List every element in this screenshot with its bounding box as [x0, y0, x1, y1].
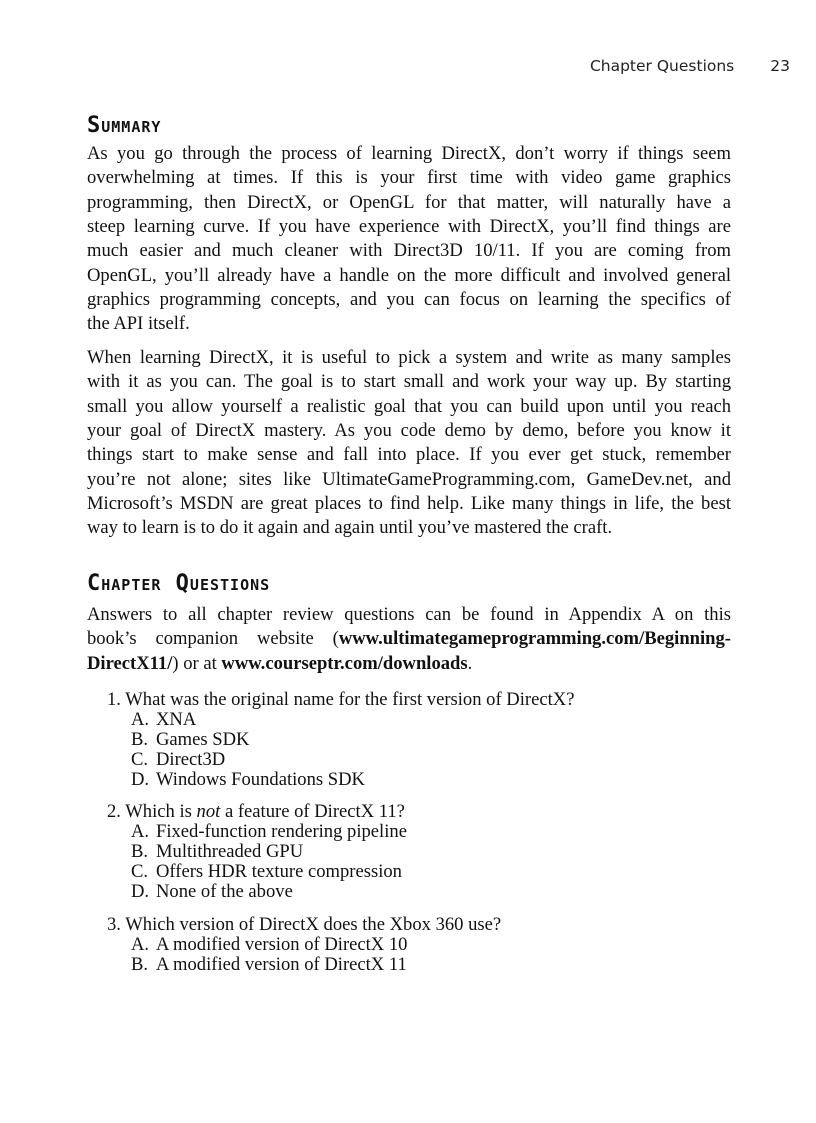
answer-option: B. Games SDK: [131, 729, 250, 750]
intro-text: ) or at: [172, 652, 222, 674]
question-text: 1. What was the original name for the first version of DirectX?: [107, 689, 575, 710]
paragraph-line: you’re not alone; sites like UltimateGameProgramming.com, GameDev.net, and: [87, 468, 731, 490]
paragraph-line: Microsoft’s MSDN are great places to find help. Like many things in life, the best: [87, 493, 731, 515]
downloads-link[interactable]: www.courseptr.com/downloads: [221, 652, 468, 674]
question-text: 2. Which is not a feature of DirectX 11?: [107, 801, 405, 822]
running-header-section: Chapter Questions: [589, 57, 735, 75]
answer-option: A. A modified version of DirectX 10: [131, 934, 408, 955]
summary-paragraph-1: [87, 142, 731, 337]
paragraph-line: much easier and much cleaner with Direct3D 10/11. If you are coming from: [87, 240, 731, 262]
intro-text: book’s companion website (: [87, 628, 339, 650]
summary-paragraph-2: [87, 346, 731, 541]
paragraph-line: your goal of DirectX mastery. As you code demo by demo, before you know it: [87, 420, 731, 442]
answer-option: B. A modified version of DirectX 11: [131, 954, 407, 975]
paragraph-line: programming, then DirectX, or OpenGL for that matter, will naturally have a: [87, 191, 731, 213]
questions-intro: [87, 603, 731, 676]
companion-website-link-cont[interactable]: DirectX11/: [87, 652, 173, 674]
page-number: 23: [770, 57, 790, 75]
companion-website-link[interactable]: www.ultimategameprogramming.com/Beginning-: [338, 628, 731, 650]
summary-heading: Summary: [87, 113, 162, 138]
paragraph-line: steep learning curve. If you have experience with DirectX, you’ll find things are: [87, 216, 731, 238]
paragraph-line: the API itself.: [87, 313, 190, 335]
question-text: 3. Which version of DirectX does the Xbox 360 use?: [107, 914, 502, 935]
paragraph-line: with it as you can. The goal is to start small and work your way up. By starting: [87, 371, 731, 393]
paragraph-line: graphics programming concepts, and you can focus on learning the specifics of: [87, 289, 731, 311]
answer-option: C. Direct3D: [131, 749, 226, 770]
question-item: [107, 915, 501, 975]
answer-option: D. None of the above: [131, 881, 293, 902]
chapter-questions-heading: Chapter Questions: [87, 571, 271, 596]
running-header: [590, 57, 790, 75]
answer-option: A. XNA: [131, 709, 197, 730]
paragraph-line: As you go through the process of learning DirectX, don’t worry if things seem: [87, 143, 731, 164]
paragraph-line: When learning DirectX, it is useful to pick a system and write as many samples: [87, 347, 731, 368]
paragraph-line: small you allow yourself a realistic goal that you can build upon until you reach: [87, 395, 731, 417]
answer-option: B. Multithreaded GPU: [131, 841, 304, 862]
answer-option: A. Fixed-function rendering pipeline: [131, 821, 407, 842]
intro-period: .: [467, 652, 473, 674]
intro-line: Answers to all chapter review questions can be found in Appendix A on this: [87, 604, 731, 625]
answer-option: C. Offers HDR texture compression: [131, 861, 402, 882]
question-item: [107, 802, 407, 902]
paragraph-line: overwhelming at times. If this is your first time with video game graphics: [87, 167, 731, 189]
question-item: [107, 690, 574, 790]
paragraph-line: things start to make sense and fall into place. If you ever get stuck, remember: [87, 444, 731, 466]
answer-option: D. Windows Foundations SDK: [131, 769, 365, 790]
paragraph-line: OpenGL, you’ll already have a handle on the more difficult and involved general: [87, 264, 731, 286]
paragraph-line: way to learn is to do it again and again until you’ve mastered the craft.: [87, 517, 613, 539]
